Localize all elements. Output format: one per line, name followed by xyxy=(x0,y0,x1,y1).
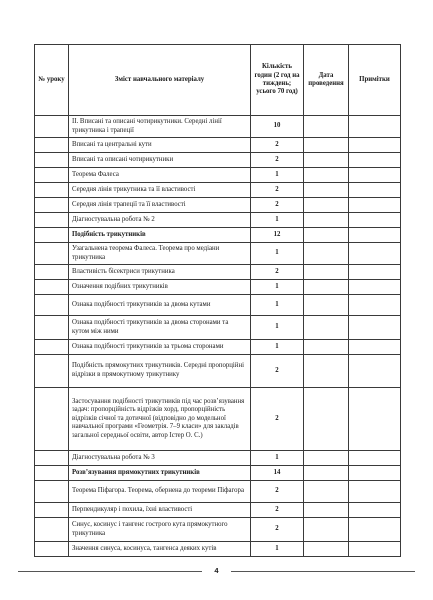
hours-cell: 2 xyxy=(251,138,304,153)
date-cell xyxy=(304,451,349,466)
hours-cell: 1 xyxy=(251,542,304,557)
lesson-number-cell xyxy=(35,153,69,168)
header-content: Зміст навчального матеріалу xyxy=(69,45,251,116)
notes-cell xyxy=(349,466,401,481)
notes-cell xyxy=(349,243,401,265)
hours-cell: 2 xyxy=(251,355,304,388)
topic-cell: II. Вписані та описані чотирикутники. Середні лінії трикутника і трапеції xyxy=(69,116,251,138)
table-row xyxy=(35,542,401,557)
date-cell xyxy=(304,138,349,153)
notes-cell xyxy=(349,316,401,340)
topic-cell: Синус, косинус і тангенс гострого кута прямокутного трикутника xyxy=(69,518,251,542)
page-footer xyxy=(0,566,433,578)
hours-cell: 1 xyxy=(251,213,304,228)
hours-cell: 1 xyxy=(251,243,304,265)
notes-cell xyxy=(349,388,401,451)
table-row xyxy=(35,198,401,213)
lesson-number-cell xyxy=(35,355,69,388)
table-row xyxy=(35,280,401,295)
date-cell xyxy=(304,316,349,340)
hours-cell: 12 xyxy=(251,228,304,243)
topic-cell: Ознака подібності трикутників за двома кутами xyxy=(69,295,251,316)
notes-cell xyxy=(349,138,401,153)
topic-cell: Теорема Піфагора. Теорема, обернена до теореми Піфагора xyxy=(69,481,251,503)
date-cell xyxy=(304,183,349,198)
date-cell xyxy=(304,116,349,138)
table-row xyxy=(35,138,401,153)
hours-cell: 2 xyxy=(251,153,304,168)
lesson-number-cell xyxy=(35,451,69,466)
notes-cell xyxy=(349,168,401,183)
date-cell xyxy=(304,388,349,451)
lesson-number-cell xyxy=(35,295,69,316)
topic-cell: Застосування подібності трикутників під час розв’язування задач: пропорційність відрізків хорд, пропорційність відрізків січної та дотичної (відповідно до модельної навчальної програми «Геометрія. 7–9 класи» для закладів загальної середньої освіти, автор Істер О. С.) xyxy=(69,388,251,451)
hours-cell: 1 xyxy=(251,168,304,183)
topic-cell: Подібність трикутників xyxy=(69,228,251,243)
date-cell xyxy=(304,355,349,388)
table-row xyxy=(35,466,401,481)
page-number: 4 xyxy=(214,566,219,575)
lesson-number-cell xyxy=(35,198,69,213)
notes-cell xyxy=(349,518,401,542)
table-row xyxy=(35,355,401,388)
table-row xyxy=(35,116,401,138)
topic-cell: Діагностувальна робота № 3 xyxy=(69,451,251,466)
table-row xyxy=(35,481,401,503)
topic-cell: Вписані та описані чотирикутники xyxy=(69,153,251,168)
date-cell xyxy=(304,542,349,557)
hours-cell: 1 xyxy=(251,295,304,316)
date-cell xyxy=(304,168,349,183)
lesson-number-cell xyxy=(35,168,69,183)
topic-cell: Діагностувальна робота № 2 xyxy=(69,213,251,228)
notes-cell xyxy=(349,542,401,557)
table-row xyxy=(35,213,401,228)
header-date: Дата проведення xyxy=(304,45,349,116)
notes-cell xyxy=(349,340,401,355)
lesson-number-cell xyxy=(35,466,69,481)
lesson-number-cell xyxy=(35,116,69,138)
topic-cell: Ознака подібності трикутників за двома сторонами та кутом між ними xyxy=(69,316,251,340)
date-cell xyxy=(304,153,349,168)
hours-cell: 2 xyxy=(251,388,304,451)
topic-cell: Властивість бісектриси трикутника xyxy=(69,265,251,280)
lesson-number-cell xyxy=(35,183,69,198)
hours-cell: 2 xyxy=(251,198,304,213)
table-row xyxy=(35,265,401,280)
date-cell xyxy=(304,280,349,295)
notes-cell xyxy=(349,265,401,280)
footer-rule-left xyxy=(18,571,202,572)
table-row xyxy=(35,228,401,243)
table-row xyxy=(35,168,401,183)
topic-cell: Середня лінія трапеції та її властивості xyxy=(69,198,251,213)
notes-cell xyxy=(349,153,401,168)
table-row xyxy=(35,503,401,518)
date-cell xyxy=(304,295,349,316)
lesson-number-cell xyxy=(35,138,69,153)
date-cell xyxy=(304,481,349,503)
date-cell xyxy=(304,518,349,542)
hours-cell: 2 xyxy=(251,518,304,542)
header-hours: Кількість годин (2 год на тиждень; усього 70 год) xyxy=(251,45,304,116)
notes-cell xyxy=(349,280,401,295)
date-cell xyxy=(304,265,349,280)
table-row xyxy=(35,295,401,316)
notes-cell xyxy=(349,295,401,316)
hours-cell: 14 xyxy=(251,466,304,481)
date-cell xyxy=(304,198,349,213)
lesson-number-cell xyxy=(35,340,69,355)
topic-cell: Ознака подібності трикутників за трьома сторонами xyxy=(69,340,251,355)
lesson-number-cell xyxy=(35,280,69,295)
notes-cell xyxy=(349,228,401,243)
table-row xyxy=(35,518,401,542)
date-cell xyxy=(304,243,349,265)
lesson-plan-table xyxy=(34,44,401,557)
table-row xyxy=(35,316,401,340)
table-row xyxy=(35,388,401,451)
hours-cell: 2 xyxy=(251,481,304,503)
notes-cell xyxy=(349,116,401,138)
date-cell xyxy=(304,213,349,228)
lesson-number-cell xyxy=(35,388,69,451)
lesson-number-cell xyxy=(35,213,69,228)
lesson-number-cell xyxy=(35,542,69,557)
topic-cell: Перпендикуляр і похила, їхні властивості xyxy=(69,503,251,518)
date-cell xyxy=(304,503,349,518)
notes-cell xyxy=(349,503,401,518)
table-row xyxy=(35,183,401,198)
hours-cell: 10 xyxy=(251,116,304,138)
lesson-number-cell xyxy=(35,316,69,340)
hours-cell: 1 xyxy=(251,451,304,466)
lesson-number-cell xyxy=(35,503,69,518)
date-cell xyxy=(304,340,349,355)
footer-rule-right xyxy=(231,571,415,572)
hours-cell: 1 xyxy=(251,340,304,355)
notes-cell xyxy=(349,355,401,388)
hours-cell: 2 xyxy=(251,503,304,518)
notes-cell xyxy=(349,213,401,228)
hours-cell: 1 xyxy=(251,280,304,295)
topic-cell: Теорема Фалеса xyxy=(69,168,251,183)
notes-cell xyxy=(349,198,401,213)
date-cell xyxy=(304,466,349,481)
notes-cell xyxy=(349,183,401,198)
table-row xyxy=(35,340,401,355)
lesson-number-cell xyxy=(35,243,69,265)
hours-cell: 1 xyxy=(251,316,304,340)
table-row xyxy=(35,451,401,466)
topic-cell: Узагальнена теорема Фалеса. Теорема про медіани трикутника xyxy=(69,243,251,265)
topic-cell: Середня лінія трикутника та її властивості xyxy=(69,183,251,198)
topic-cell: Означення подібних трикутників xyxy=(69,280,251,295)
table-header-row xyxy=(35,45,401,116)
notes-cell xyxy=(349,481,401,503)
header-notes: Примітки xyxy=(349,45,401,116)
topic-cell: Значення синуса, косинуса, тангенса деяких кутів xyxy=(69,542,251,557)
lesson-number-cell xyxy=(35,481,69,503)
topic-cell: Розв’язування прямокутних трикутників xyxy=(69,466,251,481)
hours-cell: 2 xyxy=(251,183,304,198)
table-row xyxy=(35,153,401,168)
header-lesson-number: № уроку xyxy=(35,45,69,116)
notes-cell xyxy=(349,451,401,466)
table-body xyxy=(35,116,401,557)
lesson-number-cell xyxy=(35,228,69,243)
lesson-number-cell xyxy=(35,265,69,280)
table-row xyxy=(35,243,401,265)
lesson-number-cell xyxy=(35,518,69,542)
date-cell xyxy=(304,228,349,243)
hours-cell: 2 xyxy=(251,265,304,280)
topic-cell: Вписані та центральні кути xyxy=(69,138,251,153)
topic-cell: Подібність прямокутних трикутників. Середні пропорційні відрізки в прямокутному трикутнику xyxy=(69,355,251,388)
